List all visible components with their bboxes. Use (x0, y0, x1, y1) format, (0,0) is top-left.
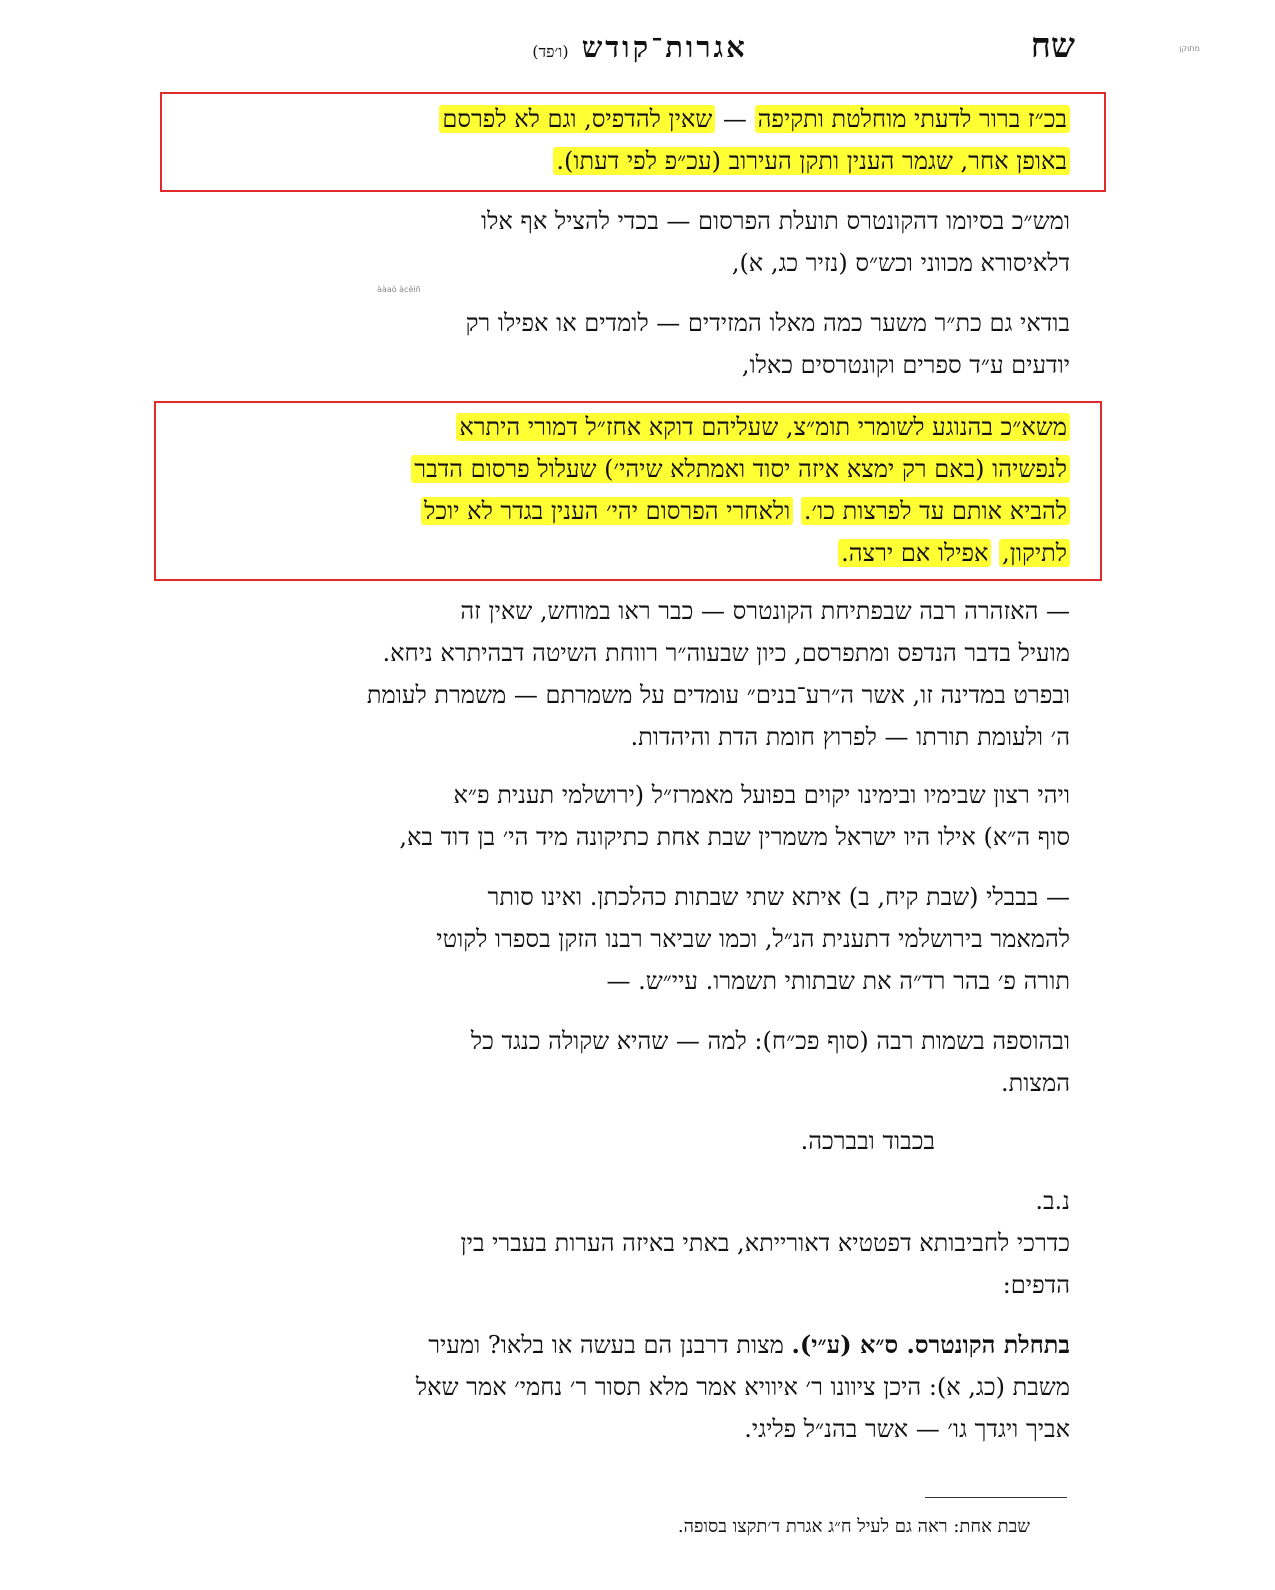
paragraph-11 (190, 1222, 1070, 1306)
highlight: משא״כ בהנוגע לשומרי תומ״צ, שעליהם דוקא אחז״ל דמורי היתרא (456, 413, 1070, 441)
paragraph-line: להמאמר בירושלמי דתענית הנ״ל, וכמו שביאר רבנו הזקן בספרו לקוטי (436, 925, 1070, 953)
paragraph-line (190, 490, 1070, 532)
paragraph-4 (190, 406, 1070, 574)
page-number: שח (1030, 26, 1075, 66)
corner-mark: מתוקן (1179, 44, 1200, 53)
closing-line (190, 1120, 935, 1162)
paragraph-line: הדפים: (1002, 1271, 1070, 1299)
footnote: שבת אחת: ראה גם לעיל ח״ג אגרת ד׳תקצו בסופה. (677, 1516, 1030, 1537)
paragraph-5 (190, 590, 1070, 758)
paragraph-line: — האזהרה רבה שבפתיחת הקונטרס — כבר ראו במוחש, שאין זה (460, 597, 1070, 625)
paragraph-8 (190, 1020, 1070, 1104)
paragraph-line (190, 448, 1070, 490)
paragraph-line (190, 532, 1070, 574)
page-title (490, 30, 790, 65)
highlight: להביא אותם עד לפרצות כו׳. (801, 497, 1070, 525)
highlight: לנפשיהו (באם רק ימצא איזה יסוד ואמתלא שיהי׳) שעלול פרסום הדבר (411, 455, 1070, 483)
title-note: (ו׳פד) (532, 42, 569, 61)
small-mark: ààaò àcèìñ (377, 285, 421, 294)
highlight: בכ״ז ברור לדעתי מוחלטת ותקיפה (755, 105, 1070, 133)
paragraph-line: דלאיסורא מכווני וכש״ס (נזיר כג, א), (731, 249, 1070, 277)
paragraph-3 (190, 302, 1070, 386)
section-text: מצות דרבנן הם בעשה או בלאו? ומעיר (428, 1331, 784, 1359)
highlight: באופן אחר, שגמר הענין ותקן העירוב (עכ״פ לפי דעתו). (553, 147, 1070, 175)
paragraph-line (190, 98, 1070, 140)
highlight: ולאחרי הפרסום יהי׳ הענין בגדר לא יוכל (421, 497, 793, 525)
paragraph-line: ומש״כ בסיומו דהקונטרס תועלת הפרסום — בכדי להציל אף אלו (481, 207, 1070, 235)
footnote-divider (925, 1497, 1067, 1498)
paragraph-1 (190, 98, 1070, 182)
paragraph-2 (190, 200, 1070, 284)
paragraph-6 (190, 774, 1070, 858)
paragraph-line: בודאי גם כת״ר משער כמה מאלו המזידים — לומדים או אפילו רק (465, 309, 1070, 337)
paragraph-line: — בבבלי (שבת קיח, ב) איתא שתי שבתות כהלכתן. ואינו סותר (487, 883, 1070, 911)
paragraph-line: ובפרט במדינה זו, אשר ה״רע־בנים״ עומדים על משמרתם — משמרת לעומת (366, 681, 1070, 709)
paragraph-line: משבת (כג, א): היכן ציוונו ר׳ איוויא אמר מלא תסור ר׳ נחמי׳ אמר שאל (415, 1373, 1070, 1401)
paragraph-line: תורה פ׳ בהר רד״ה את שבתותי תשמרו. עיי״ש. — (606, 967, 1070, 995)
paragraph-line: המצות. (1000, 1069, 1070, 1097)
highlight: לתיקון, (999, 539, 1070, 567)
paragraph-line: נ.ב. (1035, 1187, 1070, 1215)
paragraph-line: בכבוד ובברכה. (800, 1127, 935, 1155)
highlight: שאין להדפיס, וגם לא לפרסם (439, 105, 715, 133)
section-label: בתחלת הקונטרס. ס״א (ע״י). (791, 1330, 1070, 1359)
paragraph-line: יודעים ע״ד ספרים וקונטרסים כאלו, (741, 351, 1070, 379)
highlight: אפילו אם ירצה. (838, 539, 991, 567)
paragraph-line: ה׳ ולעומת תורתו — לפרוץ חומת הדת והיהדות. (630, 723, 1070, 751)
paragraph-line: ובהוספה בשמות רבה (סוף פכ״ח): למה — שהיא שקולה כנגד כל (470, 1027, 1070, 1055)
dash: — (715, 105, 747, 133)
title-text: אגרות־קודש (581, 30, 748, 64)
paragraph-7 (190, 876, 1070, 1002)
paragraph-line (190, 140, 1070, 182)
paragraph-12 (190, 1324, 1070, 1450)
paragraph-line: סוף ה״א) אילו היו ישראל משמרין שבת אחת כתיקונה מיד הי׳ בן דוד בא, (399, 823, 1070, 851)
paragraph-line: אביך ויגדך גו׳ — אשר בהנ״ל פליגי. (744, 1415, 1070, 1443)
paragraph-line (190, 1324, 1070, 1366)
paragraph-line: מועיל בדבר הנדפס ומתפרסם, כיון שבעוה״ר רווחת השיטה דבהיתרא ניחא. (382, 639, 1070, 667)
paragraph-line (190, 406, 1070, 448)
paragraph-line: כדרכי לחביבותא דפטטיא דאורייתא, באתי באיזה הערות בעברי בין (460, 1229, 1070, 1257)
paragraph-line: ויהי רצון שבימיו ובימינו יקוים בפועל מאמרז״ל (ירושלמי תענית פ״א (453, 781, 1070, 809)
nb-heading (190, 1180, 1070, 1222)
